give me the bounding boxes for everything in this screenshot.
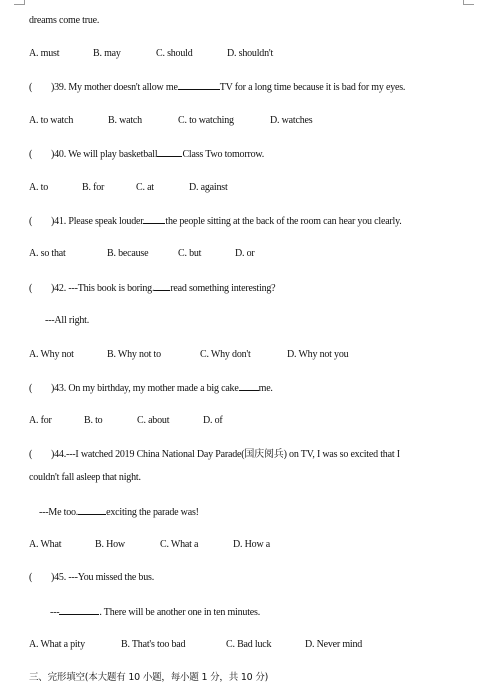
q40-text-before: )40. We will play basketball [51,149,158,160]
answer-blank [178,80,220,90]
q45-reply-before: --- [50,607,60,618]
q41-option-b: B. because [107,248,149,259]
answer-paren: ( [29,383,33,394]
q45-option-b: B. That's too bad [121,639,186,650]
q43-option-d: D. of [203,415,223,426]
q44-option-a: A. What [29,539,62,550]
q44-stem-line1 [29,448,400,462]
q40-stem [29,147,264,162]
answer-paren: ( [29,149,33,160]
q44-option-b: B. How [95,539,125,550]
q41-text-before: )41. Please speak louder [51,216,144,227]
q45-option-c: C. Bad luck [226,639,272,650]
page-corner-mark-right [463,0,474,5]
q43-text-before: )43. On my birthday, my mother made a big cake [51,383,239,394]
q39-option-a: A. to watch [29,115,74,126]
answer-paren: ( [29,82,33,93]
q42-stem [29,281,275,296]
q44-option-d: D. How a [233,539,271,550]
q43-option-b: B. to [84,415,103,426]
q41-stem [29,214,402,229]
q38-option-b: B. may [93,48,121,59]
q43-stem [29,381,273,396]
q44-stem-line2: couldn't fall asleep that night. [29,472,141,483]
answer-paren: ( [29,283,33,294]
q38-option-a: A. must [29,48,60,59]
q40-option-a: A. to [29,182,49,193]
answer-blank [154,281,170,291]
q44-reply [39,505,199,520]
q45-reply [50,605,260,620]
q40-text-after: Class Two tomorrow. [182,149,265,160]
q45-text: )45. ---You missed the bus. [51,572,155,583]
q43-text-after: me. [258,383,273,394]
q42-option-d: D. Why not you [287,349,349,360]
q40-option-b: B. for [82,182,105,193]
answer-paren: ( [29,572,33,583]
q44-reply-before: ---Me too. [39,507,79,518]
answer-blank [239,381,259,391]
q42-text-after: read something interesting? [170,283,276,294]
q43-option-c: C. about [137,415,170,426]
q39-text-before: )39. My mother doesn't allow me [51,82,178,93]
q40-option-c: C. at [136,182,154,193]
section-title: 三、完形填空(本大题有 10 小题，每小题 1 分，共 10 分) [29,672,269,683]
q45-reply-after: . There will be another one in ten minutes. [99,607,261,618]
q44-text-line1: )44.---I watched 2019 China National Day Parade(国庆阅兵) on TV, I was so excited that I [51,449,400,460]
q42-text-before: )42. ---This book is boring. [51,283,155,294]
q38-option-c: C. should [156,48,193,59]
q44-option-c: C. What a [160,539,199,550]
q41-text-after: the people sitting at the back of the room can hear you clearly. [165,216,402,227]
q43-option-a: A. for [29,415,52,426]
q42-option-c: C. Why don't [200,349,251,360]
q42-reply: ---All right. [45,315,90,326]
page-corner-mark-left [14,0,25,5]
answer-blank [157,147,182,157]
q39-text-after: TV for a long time because it is bad for my eyes. [219,82,406,93]
q39-stem [29,80,405,95]
q41-option-d: D. or [235,248,255,259]
q41-option-a: A. so that [29,248,66,259]
q42-option-a: A. Why not [29,349,74,360]
answer-blank [78,505,106,515]
q45-stem [29,571,154,585]
answer-paren: ( [29,216,33,227]
q42-option-b: B. Why not to [107,349,161,360]
q39-option-b: B. watch [108,115,142,126]
q45-option-a: A. What a pity [29,639,85,650]
answer-paren: ( [29,449,33,460]
answer-blank [143,214,165,224]
q40-option-d: D. against [189,182,228,193]
q45-option-d: D. Never mind [305,639,363,650]
q41-option-c: C. but [178,248,202,259]
continuation-text: dreams come true. [29,15,100,26]
q39-option-d: D. watches [270,115,313,126]
q39-option-c: C. to watching [178,115,234,126]
q38-option-d: D. shouldn't [227,48,274,59]
answer-blank [59,605,99,615]
q44-reply-after: exciting the parade was! [106,507,199,518]
